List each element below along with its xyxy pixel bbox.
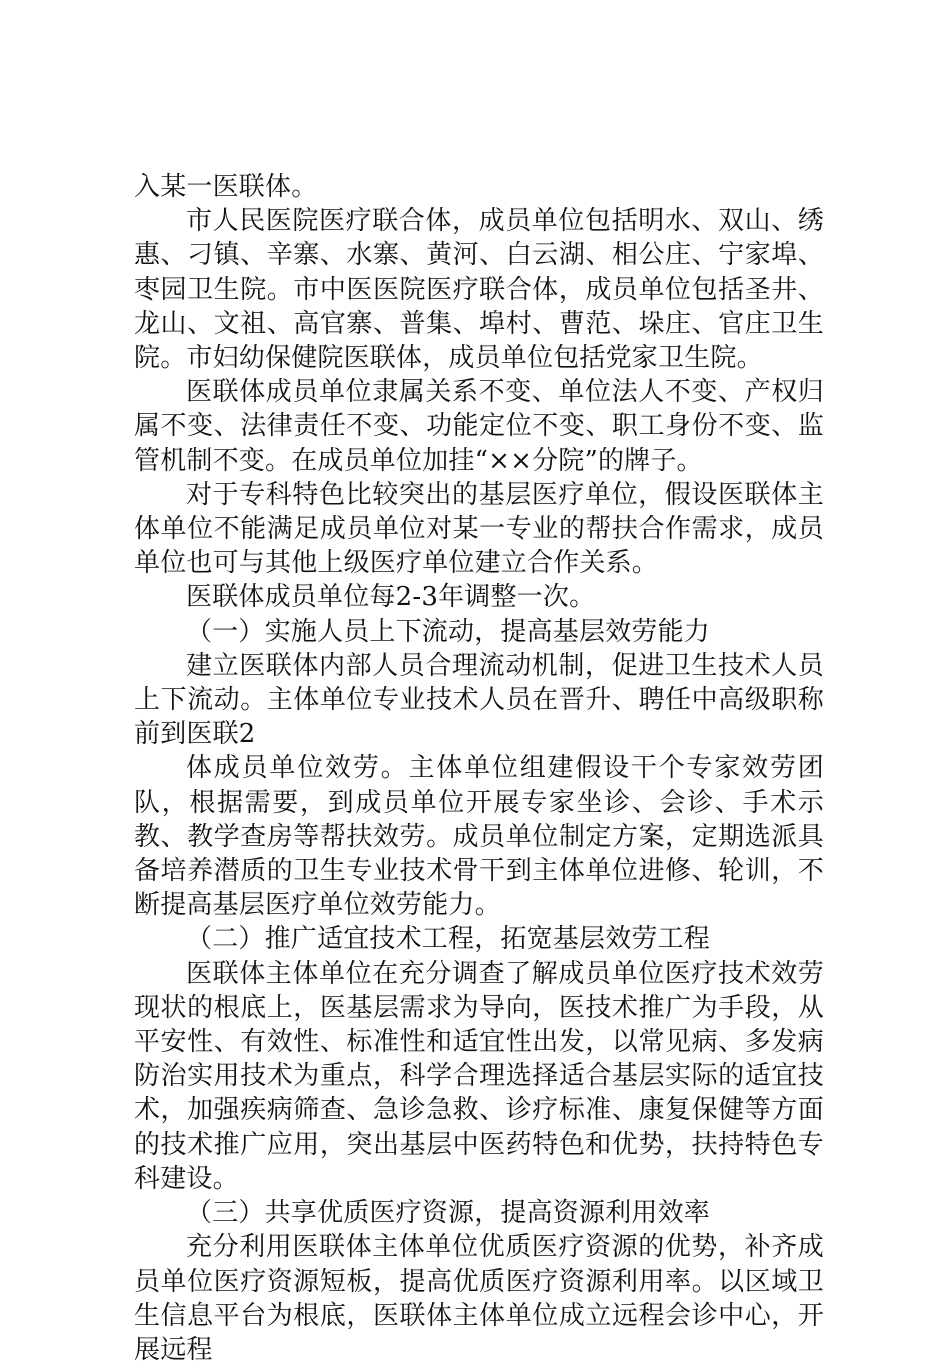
paragraph: 市人民医院医疗联合体，成员单位包括明水、双山、绣惠、刁镇、辛寨、水寨、黄河、白云湖、相公庄、宁家埠、枣园卫生院。市中医医院医疗联合体，成员单位包括圣井、龙山、文祖、高官寨、普集、埠村、曹范、垛庄、官庄卫生院。市妇幼保健院医联体，成员单位包括党家卫生院。 [134,206,824,374]
document-body [134,170,824,1367]
paragraph: 医联体主体单位在充分调查了解成员单位医疗技术效劳现状的根底上，医基层需求为导向，医技术推广为手段，从平安性、有效性、标准性和适宜性出发，以常见病、多发病防治实用技术为重点，科学合理选择适合基层实际的适宜技术，加强疾病筛查、急诊急救、诊疗标准、康复保健等方面的技术推广应用，突出基层中医药特色和优势，扶持特色专科建设。 [134,958,824,1194]
paragraph: 对于专科特色比较突出的基层医疗单位，假设医联体主体单位不能满足成员单位对某一专业的帮扶合作需求，成员单位也可与其他上级医疗单位建立合作关系。 [134,479,824,579]
section-heading: （二）推广适宜技术工程，拓宽基层效劳工程 [186,924,711,955]
paragraph: 体成员单位效劳。主体单位组建假设干个专家效劳团队，根据需要，到成员单位开展专家坐诊、会诊、手术示教、教学查房等帮扶效劳。成员单位制定方案，定期选派具备培养潜质的卫生专业技术骨干到主体单位进修、轮训，不断提高基层医疗单位效劳能力。 [134,753,824,921]
section-heading: （三）共享优质医疗资源，提高资源利用效率 [186,1198,711,1229]
paragraph: 入某一医联体。 [134,172,318,202]
section-heading: （一）实施人员上下流动，提高基层效劳能力 [186,616,711,647]
paragraph: 建立医联体内部人员合理流动机制，促进卫生技术人员上下流动。主体单位专业技术人员在晋升、聘任中高级职称前到医联2 [134,650,824,750]
paragraph: 充分利用医联体主体单位优质医疗资源的优势，补齐成员单位医疗资源短板，提高优质医疗资源利用率。以区域卫生信息平台为根底，医联体主体单位成立远程会诊中心，开展远程 [134,1232,824,1365]
paragraph: 医联体成员单位隶属关系不变、单位法人不变、产权归属不变、法律责任不变、功能定位不变、职工身份不变、监管机制不变。在成员单位加挂“××分院”的牌子。 [134,377,824,476]
paragraph: 医联体成员单位每2-3年调整一次。 [186,582,596,613]
